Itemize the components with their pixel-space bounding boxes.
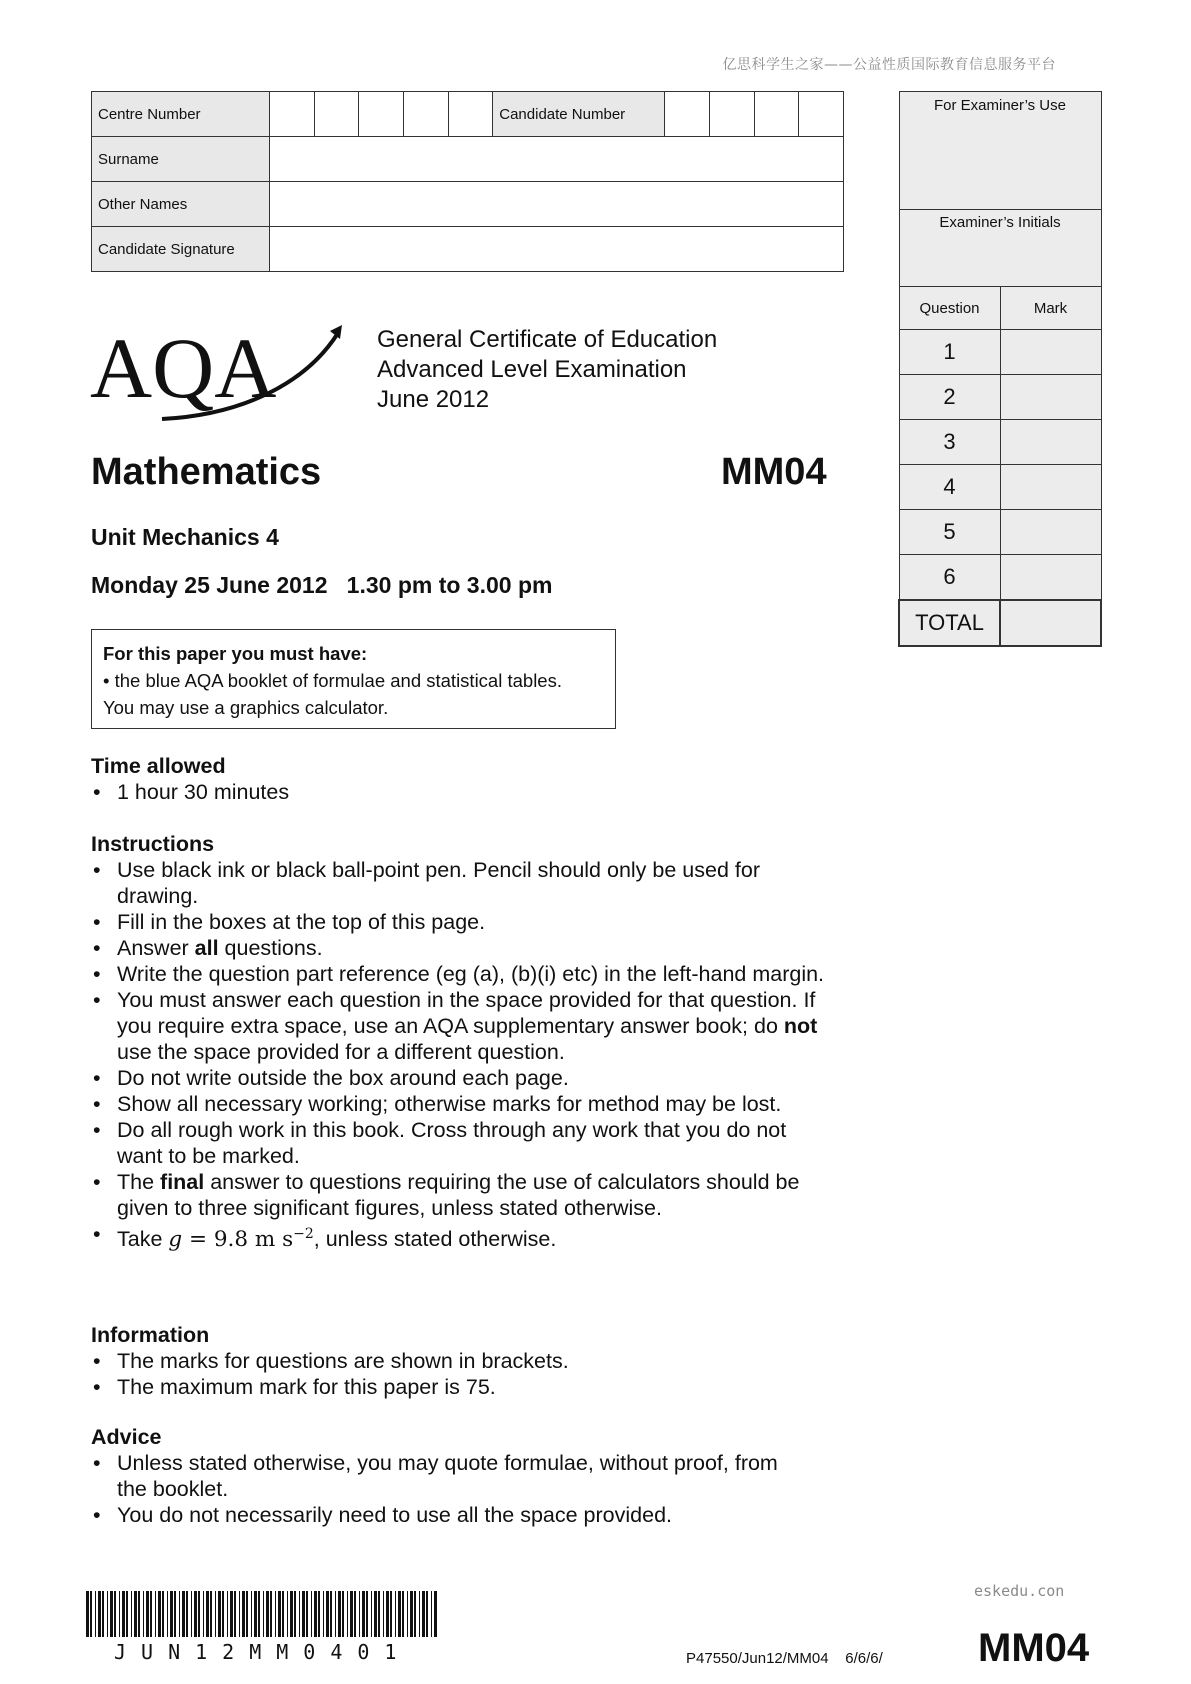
aqa-logo bbox=[90, 325, 344, 425]
other-names-label: Other Names bbox=[92, 182, 270, 227]
list-item: • Fill in the boxes at the top of this page. bbox=[91, 909, 836, 935]
centre-number-box-3[interactable] bbox=[359, 92, 404, 137]
centre-number-box-4[interactable] bbox=[404, 92, 449, 137]
paper-reference: P47550/Jun12/MM04 6/6/6/ bbox=[686, 1650, 883, 1667]
question-number: 4 bbox=[899, 465, 1000, 510]
candidate-details-table bbox=[91, 91, 844, 272]
list-item: • You must answer each question in the space provided for that question. If you require extra space, use an AQA supplementary answer book; do not use the space provided for a different question. bbox=[91, 987, 836, 1065]
paper-code: MM04 bbox=[721, 451, 827, 493]
materials-box bbox=[91, 629, 616, 729]
list-item: • Take g = 9.8 m $s^{-2}$, unless stated otherwise. bbox=[91, 1221, 836, 1253]
certificate-line-2: Advanced Level Examination bbox=[377, 356, 687, 383]
information-section bbox=[91, 1322, 569, 1400]
other-names-field[interactable] bbox=[270, 182, 844, 227]
materials-heading: For this paper you must have: bbox=[103, 643, 368, 664]
subject-title: Mathematics bbox=[91, 451, 322, 493]
mark-cell[interactable] bbox=[1000, 375, 1101, 420]
candidate-number-box-2[interactable] bbox=[710, 92, 755, 137]
mark-cell[interactable] bbox=[1000, 510, 1101, 555]
list-item: • You do not necessarily need to use all the space provided. bbox=[91, 1502, 811, 1528]
list-item: • Show all necessary working; otherwise marks for method may be lost. bbox=[91, 1091, 836, 1117]
time-allowed-section bbox=[91, 753, 289, 805]
list-item: • 1 hour 30 minutes bbox=[91, 779, 289, 805]
question-number: 1 bbox=[899, 330, 1000, 375]
bullet-icon: • bbox=[103, 670, 115, 691]
mark-cell[interactable] bbox=[1000, 465, 1101, 510]
mark-column-header: Mark bbox=[1000, 287, 1101, 330]
candidate-signature-label: Candidate Signature bbox=[92, 227, 270, 272]
candidate-signature-field[interactable] bbox=[270, 227, 844, 272]
mark-cell[interactable] bbox=[1000, 420, 1101, 465]
list-item: • Use black ink or black ball-point pen. Pencil should only be used for drawing. bbox=[91, 857, 836, 909]
question-number: 5 bbox=[899, 510, 1000, 555]
time-allowed-heading: Time allowed bbox=[91, 754, 226, 778]
watermark-bottom: eskedu.con bbox=[974, 1582, 1065, 1600]
list-item: • The final answer to questions requiring the use of calculators should be given to three significant figures, unless stated otherwise. bbox=[91, 1169, 836, 1221]
list-item: • The marks for questions are shown in brackets. bbox=[91, 1348, 569, 1374]
certificate-line-1: General Certificate of Education bbox=[377, 326, 718, 353]
question-number: 3 bbox=[899, 420, 1000, 465]
instructions-heading: Instructions bbox=[91, 832, 215, 856]
barcode-text: JUN12MM0401 bbox=[114, 1640, 412, 1664]
watermark-top: 亿思科学生之家——公益性质国际教育信息服务平台 bbox=[722, 57, 1056, 73]
centre-number-box-1[interactable] bbox=[270, 92, 315, 137]
centre-number-box-5[interactable] bbox=[448, 92, 493, 137]
candidate-number-box-1[interactable] bbox=[665, 92, 710, 137]
list-item: • Answer all questions. bbox=[91, 935, 836, 961]
list-item: • Write the question part reference (eg (a), (b)(i) etc) in the left-hand margin. bbox=[91, 961, 836, 987]
centre-number-label: Centre Number bbox=[92, 92, 270, 137]
mark-cell[interactable] bbox=[1000, 555, 1101, 601]
question-number: 2 bbox=[899, 375, 1000, 420]
examiner-use-table bbox=[898, 91, 1102, 647]
exam-date-time: Monday 25 June 2012 1.30 pm to 3.00 pm bbox=[91, 572, 553, 598]
materials-item: • the blue AQA booklet of formulae and statistical tables. bbox=[103, 670, 562, 691]
list-item: • Unless stated otherwise, you may quote formulae, without proof, from the booklet. bbox=[91, 1450, 811, 1502]
candidate-number-label: Candidate Number bbox=[493, 92, 665, 137]
certificate-info bbox=[377, 325, 717, 415]
question-column-header: Question bbox=[899, 287, 1000, 330]
examiner-initials-label: Examiner’s Initials bbox=[899, 210, 1101, 287]
advice-section bbox=[91, 1424, 811, 1528]
candidate-number-box-4[interactable] bbox=[799, 92, 844, 137]
paper-code-footer: MM04 bbox=[978, 1626, 1090, 1670]
instructions-section bbox=[91, 831, 836, 1253]
barcode bbox=[86, 1591, 438, 1637]
total-mark-cell[interactable] bbox=[1000, 600, 1101, 646]
examiner-use-title: For Examiner’s Use bbox=[899, 92, 1101, 210]
list-item: • The maximum mark for this paper is 75. bbox=[91, 1374, 569, 1400]
list-item: • Do all rough work in this book. Cross through any work that you do not want to be marked. bbox=[91, 1117, 836, 1169]
surname-label: Surname bbox=[92, 137, 270, 182]
mark-cell[interactable] bbox=[1000, 330, 1101, 375]
certificate-line-3: June 2012 bbox=[377, 386, 490, 413]
surname-field[interactable] bbox=[270, 137, 844, 182]
list-item: • Do not write outside the box around each page. bbox=[91, 1065, 836, 1091]
unit-title: Unit Mechanics 4 bbox=[91, 524, 279, 550]
total-label: TOTAL bbox=[899, 600, 1000, 646]
question-number: 6 bbox=[899, 555, 1000, 601]
advice-heading: Advice bbox=[91, 1425, 162, 1449]
materials-note: You may use a graphics calculator. bbox=[103, 697, 389, 718]
svg-text:AQA: AQA bbox=[90, 325, 277, 416]
centre-number-box-2[interactable] bbox=[314, 92, 359, 137]
candidate-number-box-3[interactable] bbox=[754, 92, 799, 137]
information-heading: Information bbox=[91, 1323, 210, 1347]
